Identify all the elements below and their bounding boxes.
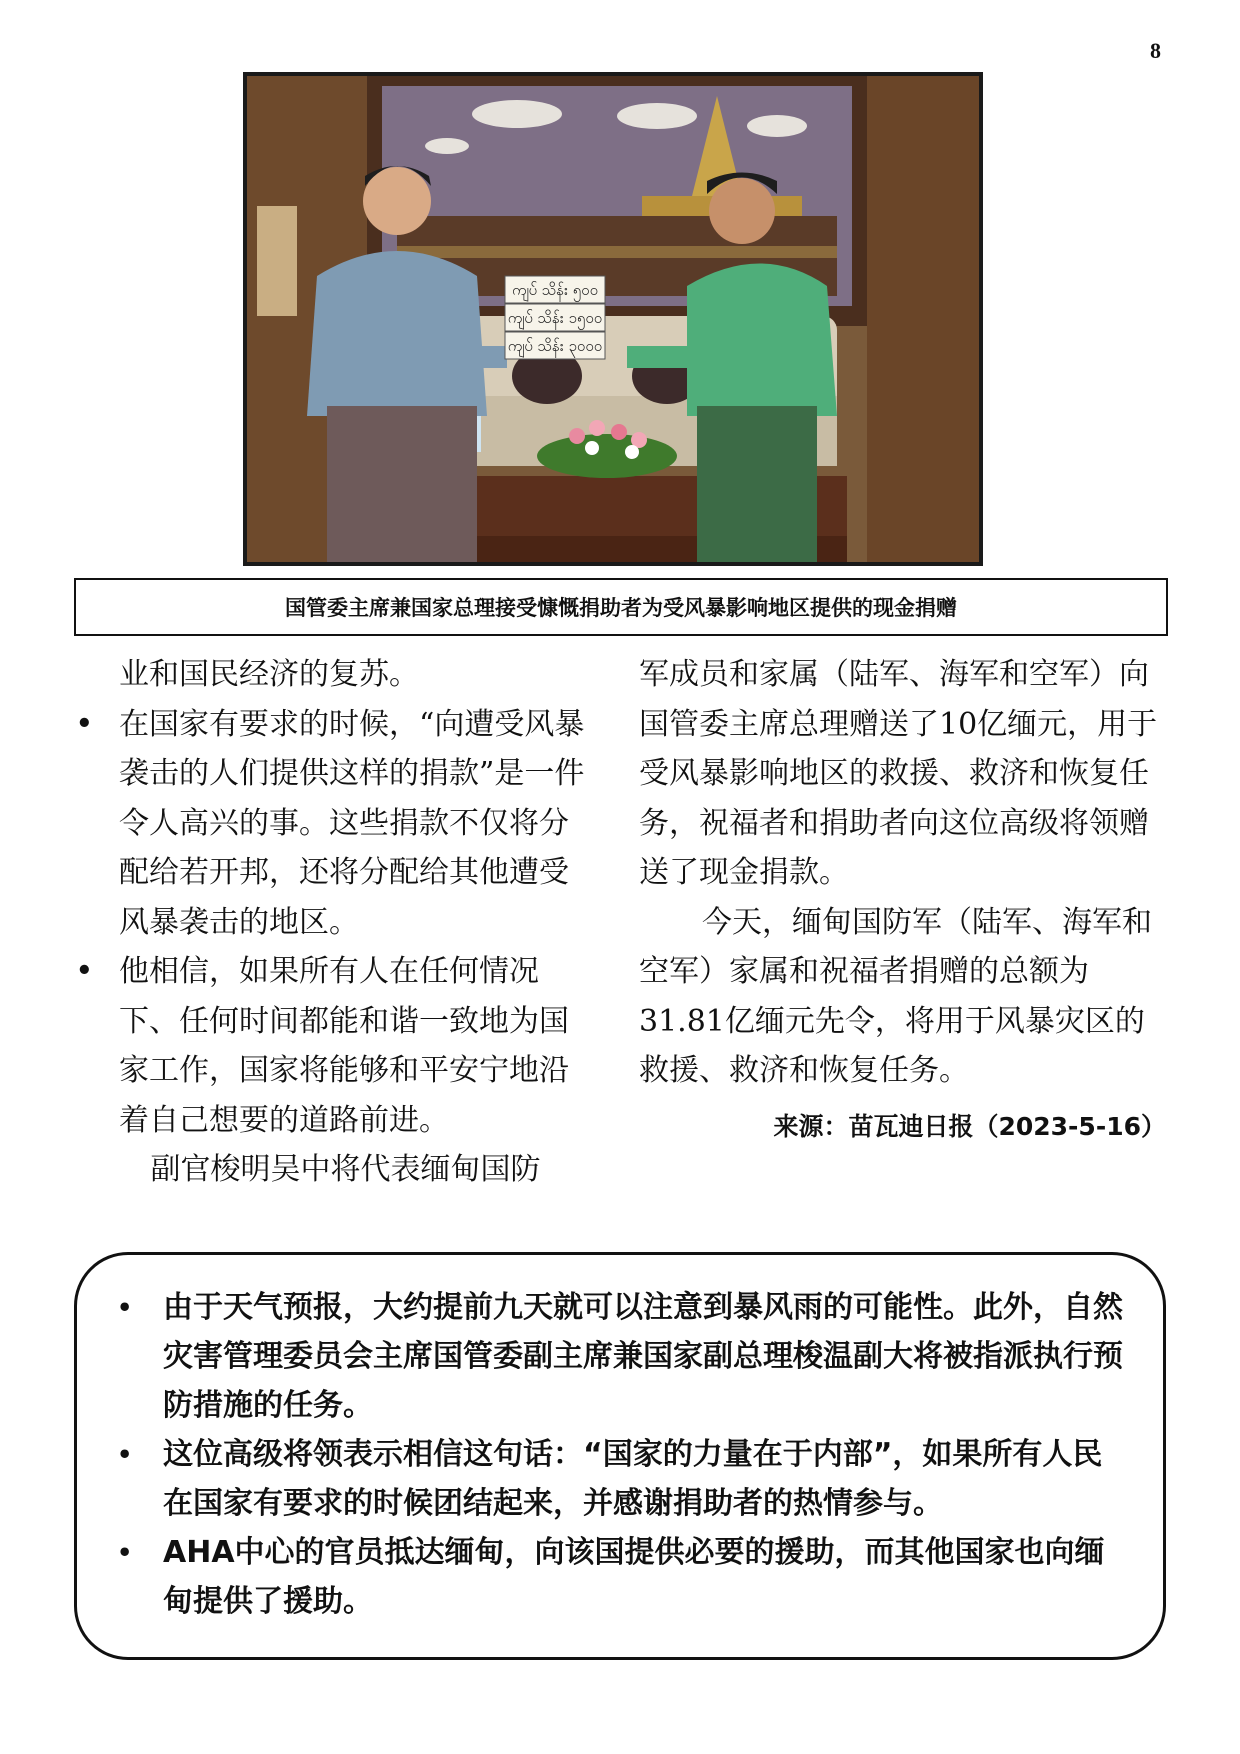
right-paragraph-1: 军成员和家属（陆军、海军和空军）向国管委主席总理赠送了10亿缅元，用于受风暴影响地区的救援、救济和恢复任务，祝福者和捐助者向这位高级将领赠送了现金捐款。 xyxy=(639,657,1158,890)
summary-box xyxy=(74,1252,1166,1660)
bullet-icon: • xyxy=(76,956,93,986)
summary-text-1: 由于天气预报，大约提前九天就可以注意到暴风雨的可能性。此外，自然灾害管理委员会主席国管委副主席兼国家副总理梭温副大将被指派执行预防措施的任务。 xyxy=(163,1290,1123,1423)
photo-caption: 国管委主席兼国家总理接受慷慨捐助者为受风暴影响地区提供的现金捐赠 xyxy=(74,578,1168,636)
summary-item-1 xyxy=(105,1283,1129,1430)
right-paragraph-2: 今天，缅甸国防军（陆军、海军和空军）家属和祝福者捐赠的总额为31.81亿缅元先令，将用于风暴灾区的救援、救济和恢复任务。 xyxy=(639,904,1152,1088)
donation-boards xyxy=(505,276,605,359)
board-label-2: ကျပ် သိန်း ၁၅၀၀ xyxy=(507,309,603,327)
bullet-text-2: 他相信，如果所有人在任何情况下、任何时间都能和谐一致地为国家工作，国家将能够和平安宁地沿着自己想要的道路前进。 xyxy=(119,954,569,1138)
summary-text-2: 这位高级将领表示相信这句话：“国家的力量在于内部”，如果所有人民在国家有要求的时候团结起来，并感谢捐助者的热情参与。 xyxy=(163,1437,1103,1521)
board-label-3: ကျပ် သိန်း ၃၀၀၀ xyxy=(507,337,603,355)
bullet-icon: • xyxy=(76,708,93,739)
bullet-icon: • xyxy=(117,1538,133,1567)
right-column xyxy=(639,650,1174,1151)
bullet-icon: • xyxy=(117,1440,133,1469)
left-paragraph: 副官梭明吴中将代表缅甸国防 xyxy=(150,1152,541,1187)
continuation-text: 业和国民经济的复苏。 xyxy=(119,657,419,692)
left-column xyxy=(76,650,590,1195)
summary-text-3: AHA中心的官员抵达缅甸，向该国提供必要的援助，而其他国家也向缅甸提供了援助。 xyxy=(163,1535,1105,1619)
bullet-paragraph-1 xyxy=(76,700,590,948)
bullet-text-1: 在国家有要求的时候，“向遭受风暴袭击的人们提供这样的捐款”是一件令人高兴的事。这些捐款不仅将分配给若开邦，还将分配给其他遭受风暴袭击的地区。 xyxy=(119,706,585,940)
page-number: 8 xyxy=(1150,38,1161,63)
bullet-icon: • xyxy=(117,1293,133,1322)
summary-item-3 xyxy=(105,1528,1129,1626)
source-line: 来源：苗瓦迪日报（2023-5-16） xyxy=(773,1111,1166,1141)
bullet-paragraph-2 xyxy=(76,947,590,1145)
news-photo xyxy=(243,72,983,566)
summary-item-2 xyxy=(105,1430,1129,1528)
board-label-1: ကျပ် သိန်း ၅၀၀ xyxy=(511,281,599,299)
